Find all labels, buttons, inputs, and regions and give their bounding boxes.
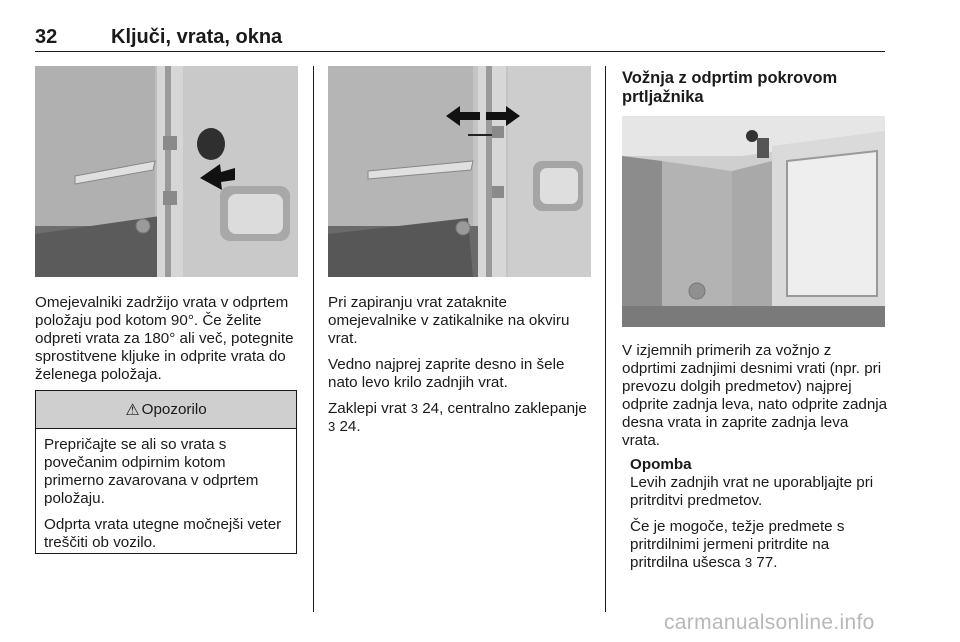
column-divider-2	[605, 66, 606, 612]
page-number: 32	[35, 26, 58, 48]
warning-paragraph-1: Prepričajte se ali so vrata s povečanim odpirnim kotom primerno zavarovana v odprtem položaju.	[44, 436, 259, 507]
driving-open-paragraph: V izjemnih primerih za vožnjo z odprtimi zadnjimi desnimi vrati (npr. pri prevozu dolgih predmetov) najprej odprite zadnja leva, nato odprite zadnja desna vrata in zaprite zadnja leva vrata.	[622, 342, 888, 449]
header-rule	[35, 51, 885, 52]
column-1-text	[35, 294, 301, 392]
page-ref-link[interactable]: 24.	[339, 418, 361, 435]
warning-icon: ⚠	[125, 401, 140, 419]
page-ref-link[interactable]: 24	[422, 400, 440, 417]
warning-paragraph-2: Odprta vrata utegne močnejši veter treščiti ob vozilo.	[44, 516, 282, 551]
column-divider-1	[313, 66, 314, 612]
door-limiter-photo	[35, 66, 298, 277]
page-ref-icon: 3	[328, 419, 336, 434]
page-ref-icon: 3	[410, 401, 418, 416]
central-locking-text: , centralno zaklepanje	[439, 400, 587, 417]
page-header	[35, 26, 885, 52]
page-ref-icon: 3	[744, 555, 753, 570]
closing-paragraph-1: Pri zapiranju vrat zataknite omejevalnike v zatikalnike na okviru vrat.	[328, 294, 570, 347]
closing-paragraph-3	[328, 400, 590, 436]
lashing-eyes-text: Če je mogoče, težje predmete s pritrdilnimi jermeni pritrdite na pritrdilna ušesca	[630, 518, 845, 571]
door-locks-text: Zaklepi vrat	[328, 400, 407, 417]
note-paragraph-1: Levih zadnjih vrat ne uporabljajte pri pritrditvi predmetov.	[630, 474, 874, 509]
open-door-interior-photo	[622, 116, 885, 327]
note-block	[630, 456, 888, 580]
section-heading: Vožnja z odprtim pokrovom prtljažnika	[622, 69, 838, 106]
limiter-paragraph: Omejevalniki zadržijo vrata v odprtem položaju pod kotom 90°. Če želite odpreti vrata za 180° ali več, potegnite sprostitvene kljuke in odprite vrata do želenega položaja.	[35, 294, 294, 383]
column-3-text	[622, 342, 888, 458]
page-title: Ključi, vrata, okna	[111, 26, 283, 48]
door-closing-photo	[328, 66, 591, 277]
note-paragraph-2	[630, 518, 888, 572]
watermark: carmanualsonline.info	[664, 611, 875, 634]
page-ref-link[interactable]: 77.	[756, 554, 778, 571]
column-2-text	[328, 294, 590, 444]
warning-box	[35, 390, 297, 554]
warning-body	[36, 429, 296, 552]
warning-title: Opozorilo	[141, 401, 207, 418]
note-title: Opomba	[630, 456, 692, 473]
warning-header	[36, 391, 296, 429]
closing-paragraph-2: Vedno najprej zaprite desno in šele nato levo krilo zadnjih vrat.	[328, 356, 565, 391]
